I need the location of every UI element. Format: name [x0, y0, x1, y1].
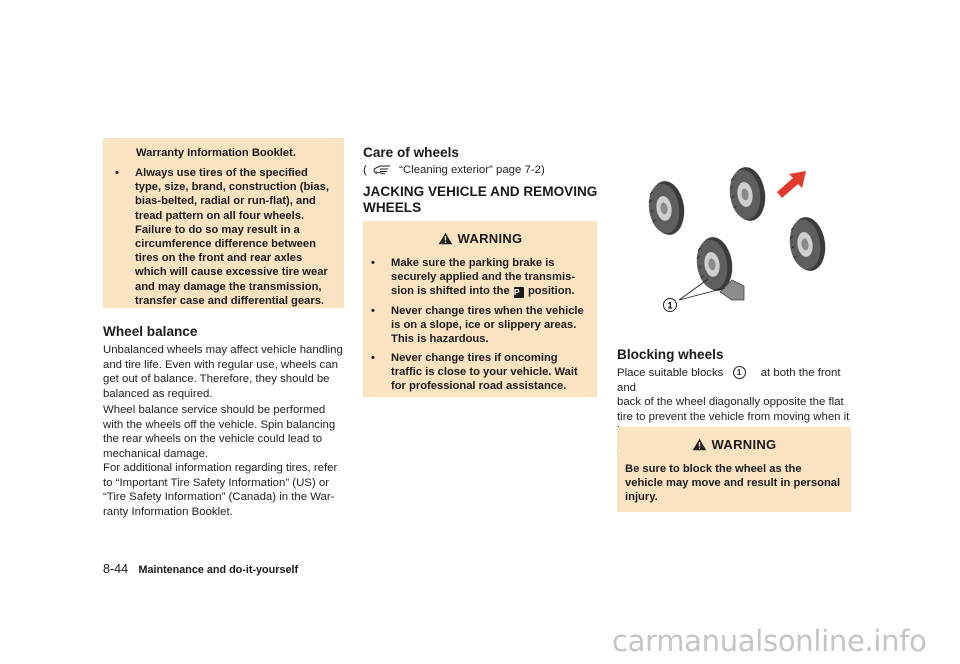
- hand-pointer-icon: [373, 163, 393, 180]
- warning-line: Be sure to block the wheel as the: [625, 463, 802, 475]
- blocking-warning-text: [625, 462, 843, 505]
- bullet-line: securely applied and the transmis-: [391, 271, 576, 284]
- warning-line: vehicle may move and result in personal: [625, 477, 841, 490]
- text-line: to “Important Tire Safety Information” (US) or: [103, 476, 329, 489]
- text-line: with the wheels off the vehicle. Spin balancing: [103, 418, 336, 431]
- warning-triangle-icon: [692, 438, 707, 451]
- bullet-fragment: sion is shifted into the: [391, 285, 510, 298]
- text-line: Wheel balance service should be performed: [103, 404, 326, 416]
- text-line: get out of balance. Therefore, they should be: [103, 373, 330, 386]
- bullet-line: Always use tires of the specified: [135, 167, 308, 179]
- page-footer: [103, 560, 298, 578]
- bullet-dot: •: [371, 257, 375, 269]
- warranty-booklet-line: Warranty Information Booklet.: [136, 147, 296, 159]
- text-fragment: Place suitable blocks: [617, 367, 724, 379]
- tire-spec-bullet: [115, 166, 336, 316]
- bullet-line: tread pattern on all four wheels.: [135, 209, 305, 222]
- warning-triangle-icon: [438, 232, 453, 245]
- text-line: mechanical damage.: [103, 447, 209, 460]
- text-line: balanced as required.: [103, 387, 213, 400]
- jacking-warning-header: [363, 231, 597, 246]
- wheel-balance-paragraph-3: [103, 461, 346, 519]
- text-line: ranty Information Booklet.: [103, 505, 233, 518]
- bullet-line: which will cause excessive tire wear: [135, 266, 328, 279]
- bullet-line: is on a slope, ice or slippery areas.: [391, 319, 577, 332]
- text-line: “Tire Safety Information” (Canada) in the War-: [103, 491, 335, 504]
- warning-label: WARNING: [711, 437, 777, 452]
- bullet-line: Never change tires when the vehicle: [391, 305, 584, 317]
- traffic-bullet: [371, 351, 589, 397]
- bullet-line: for professional road assistance.: [391, 380, 567, 393]
- bullet-line: type, size, brand, construction (bias,: [135, 181, 329, 194]
- bullet-dot: •: [115, 167, 119, 179]
- text-line: For additional information regarding tires, refer: [103, 462, 338, 474]
- text-fragment: at both the front and: [617, 367, 841, 394]
- bullet-line: transfer case and differential gears.: [135, 294, 325, 307]
- slope-bullet: [371, 304, 589, 350]
- bullet-line: This is hazardous.: [391, 333, 489, 346]
- care-of-wheels-reference[interactable]: [363, 163, 545, 180]
- text-line: tire to prevent the vehicle from moving when it: [617, 410, 850, 423]
- bullet-fragment: position.: [527, 285, 575, 298]
- bullet-line: tires on the front and rear axles: [135, 252, 303, 265]
- bullet-text: [391, 304, 589, 347]
- tire-front-left: [645, 179, 687, 237]
- text-line: Unbalanced wheels may affect vehicle handling: [103, 344, 343, 356]
- bullet-line: bias-belted, radial or run-flat), and: [135, 195, 316, 208]
- site-watermark: carmanualsonline.info: [612, 624, 927, 658]
- bullet-dot: •: [371, 305, 375, 317]
- warning-line: injury.: [625, 491, 658, 504]
- blocking-warning-header: [617, 437, 851, 452]
- bullet-line: Failure to do so may result in a: [135, 223, 300, 236]
- text-line: the rear wheels on the vehicle could lead to: [103, 433, 323, 446]
- wheel-balance-paragraph-1: [103, 343, 346, 401]
- bullet-text: [391, 256, 589, 299]
- bullet-dot: •: [371, 352, 375, 364]
- reference-text: “Cleaning exterior” page 7-2): [399, 164, 545, 176]
- bullet-line: and may damage the transmission,: [135, 280, 322, 293]
- bullet-line: traffic is close to your vehicle. Wait: [391, 366, 578, 379]
- wheel-balance-paragraph-2: [103, 403, 346, 461]
- tire-front-right: [726, 165, 768, 223]
- warning-label: WARNING: [457, 231, 523, 246]
- text-line: and tire life. Even with regular use, wheels can: [103, 358, 338, 371]
- wheel-balance-heading: Wheel balance: [103, 324, 198, 339]
- bullet-text: [391, 351, 589, 394]
- heading-line: WHEELS: [363, 199, 422, 215]
- blocking-wheels-heading: Blocking wheels: [617, 347, 724, 362]
- tire-rear-right: [786, 215, 828, 273]
- park-symbol-icon: P: [514, 287, 524, 298]
- wheel-blocking-illustration: [617, 140, 857, 330]
- bullet-line: [391, 284, 589, 298]
- jacking-heading: [363, 184, 597, 215]
- callout-circle-icon: 1: [733, 366, 746, 379]
- text-line: back of the wheel diagonally opposite the flat: [617, 396, 844, 409]
- page-number: 8-44: [103, 562, 129, 576]
- bullet-line: Never change tires if oncoming: [391, 352, 558, 364]
- bullet-line: circumference difference between: [135, 238, 316, 251]
- care-of-wheels-heading: Care of wheels: [363, 145, 459, 160]
- section-title: Maintenance and do-it-yourself: [138, 564, 299, 576]
- tire-spec-bullet-text: [135, 166, 336, 308]
- bullet-line: Make sure the parking brake is: [391, 257, 555, 269]
- parking-brake-bullet: [371, 256, 589, 302]
- red-arrow-icon: [777, 171, 806, 198]
- heading-line: JACKING VEHICLE AND REMOVING: [363, 184, 598, 199]
- text-line: [617, 366, 854, 395]
- reference-paren: (: [363, 164, 367, 176]
- callout-number: 1: [667, 300, 673, 311]
